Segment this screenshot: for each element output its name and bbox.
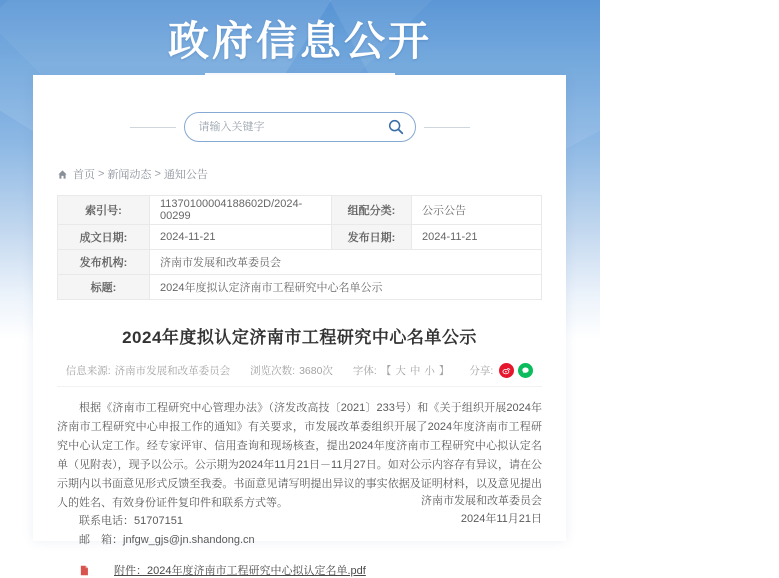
search-icon <box>387 118 405 136</box>
share-weibo-button[interactable] <box>499 363 514 378</box>
search-box[interactable] <box>184 112 416 142</box>
font-size-medium-button[interactable]: 中 <box>409 365 421 377</box>
signature-date: 2024年11月21日 <box>460 513 542 526</box>
share-icons <box>499 363 533 378</box>
meta-index-value: 11370100004188602D/2024-00299 <box>150 196 332 225</box>
table-row <box>58 250 542 275</box>
font-size-label: 字体: <box>352 365 377 377</box>
breadcrumb-news[interactable]: 新闻动态 <box>107 169 152 181</box>
contact-phone: 联系电话：51707151 <box>79 515 183 528</box>
meta-title-value: 2024年度拟认定济南市工程研究中心名单公示 <box>150 275 542 300</box>
table-row <box>58 275 542 300</box>
font-size-small-button[interactable]: 小 <box>424 365 435 377</box>
article-paragraph: 根据《济南市工程研究中心管理办法》（济发改高技〔2021〕233号）和《关于组织开展2024年济南市工程研究中心申报工作的通知》有关要求，市发展改革委组织开展了2024年度济南市工程研究中心认定工作。经专家评审、信用查询和现场核查，提出2024年度济南市工程研究中心拟认定名单（见附表），现予以公示。公示期为2024年11月21日－11月27日。如对公示内容存有异议，请在公示期内以书面意见形式反馈至我委。书面意见请写明提出异议的事实依据及证明材料，以及意见提出人的姓名、有效身份证件复印件和联系方式等。 <box>57 402 542 509</box>
meta-publish-date-label: 发布日期: <box>332 225 412 250</box>
breadcrumb-separator: > <box>98 168 105 180</box>
meta-written-date-value: 2024-11-21 <box>150 225 332 250</box>
meta-table <box>57 195 542 300</box>
meta-category-label: 组配分类: <box>332 196 412 225</box>
breadcrumb-home[interactable]: 首页 <box>73 169 95 181</box>
wechat-icon <box>521 366 530 375</box>
meta-index-label: 索引号: <box>58 196 150 225</box>
signature-org: 济南市发展和改革委员会 <box>421 494 542 507</box>
search-row <box>33 112 566 142</box>
meta-publish-date-value: 2024-11-21 <box>412 225 542 250</box>
font-bracket-open: 【 <box>380 365 392 377</box>
weibo-icon <box>502 366 511 375</box>
views-label: 浏览次数: <box>250 365 296 377</box>
meta-written-date-label: 成文日期: <box>58 225 150 250</box>
search-left-line <box>130 127 176 128</box>
meta-title-label: 标题: <box>58 275 150 300</box>
breadcrumb <box>57 166 542 182</box>
search-button[interactable] <box>387 118 405 136</box>
page-title: 政府信息公开 <box>168 18 432 64</box>
font-bracket-close: 】 <box>438 365 450 377</box>
breadcrumb-notices[interactable]: 通知公告 <box>163 169 208 181</box>
pdf-icon <box>79 565 89 576</box>
attachment-link[interactable]: 附件：2024年度济南市工程研究中心拟认定名单.pdf <box>114 565 366 578</box>
table-row <box>58 225 542 250</box>
article-info-bar <box>57 363 542 387</box>
search-right-line <box>424 127 470 128</box>
meta-category-value: 公示公告 <box>412 196 542 225</box>
share-label: 分享: <box>469 365 494 377</box>
breadcrumb-separator: > <box>154 168 161 180</box>
article-title: 2024年度拟认定济南市工程研究中心名单公示 <box>122 328 477 347</box>
content-card <box>33 75 566 578</box>
meta-agency-value: 济南市发展和改革委员会 <box>150 250 542 275</box>
home-icon <box>57 169 68 180</box>
banner <box>0 8 600 75</box>
signature-block <box>421 492 542 529</box>
font-size-large-button[interactable]: 大 <box>395 365 406 377</box>
search-input[interactable] <box>199 121 387 133</box>
share-wechat-button[interactable] <box>518 363 533 378</box>
source-label: 信息来源: <box>65 365 111 377</box>
contact-email: 邮 箱：jnfgw_gjs@jn.shandong.cn <box>79 534 255 547</box>
meta-agency-label: 发布机构: <box>58 250 150 275</box>
source-value: 济南市发展和改革委员会 <box>114 365 231 377</box>
attachment-row <box>57 562 542 578</box>
views-value: 3680次 <box>299 365 333 377</box>
table-row <box>58 196 542 225</box>
